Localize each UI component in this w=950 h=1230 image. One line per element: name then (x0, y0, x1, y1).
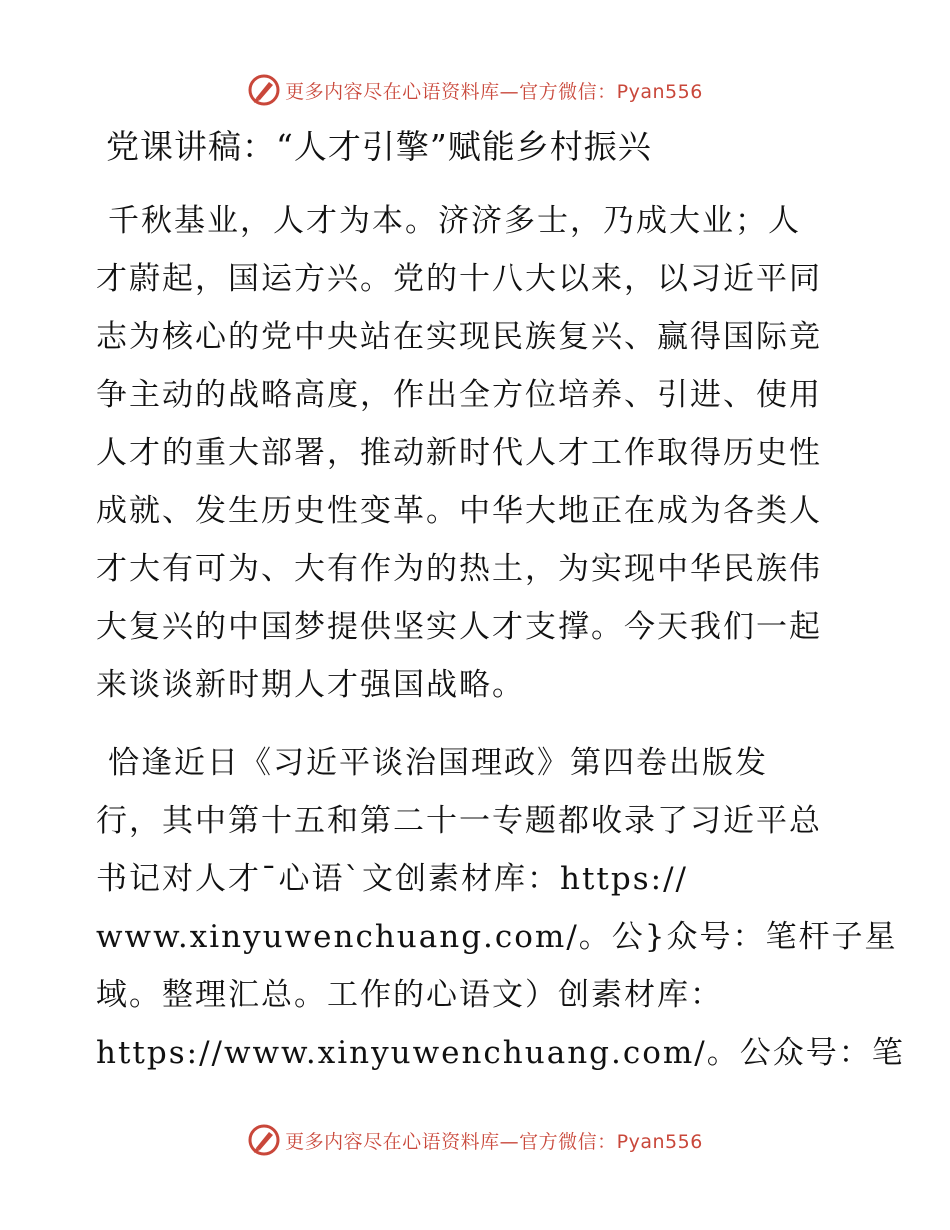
text-line: 才蔚起，国运方兴。党的十八大以来，以习近平同 (96, 261, 822, 297)
text-line: 恰逢近日《习近平谈治国理政》第四卷出版发 (108, 745, 768, 781)
text-line: 域。整理汇总。工作的心语文）创素材库： (96, 977, 723, 1013)
text-line: 大复兴的中国梦提供坚实人才支撑。今天我们一起 (96, 609, 822, 645)
text-line: 来谈谈新时期人才强国战略。 (96, 667, 525, 703)
text-line: 书记对人才¯心语`文创素材库：https:// (96, 861, 688, 897)
paragraph-intro (96, 192, 856, 714)
quill-logo-icon (247, 1123, 281, 1157)
watermark-text: 更多内容尽在心语资料库—官方微信：Pyan556 (285, 80, 703, 103)
header-watermark-banner (0, 70, 950, 110)
text-line: 成就、发生历史性变革。中华大地正在成为各类人 (96, 493, 822, 529)
text-line: 人才的重大部署，推动新时代人才工作取得历史性 (96, 435, 822, 471)
text-line: https://www.xinyuwenchuang.com/。公众号：笔 (96, 1035, 905, 1071)
text-line: 争主动的战略高度，作出全方位培养、引进、使用 (96, 377, 822, 413)
footer-watermark-banner (0, 1120, 950, 1160)
text-line: www.xinyuwenchuang.com/。公}众号：笔杆子星 (96, 919, 898, 955)
text-line: 志为核心的党中央站在实现民族复兴、赢得国际竞 (96, 319, 822, 355)
paragraph-volume-four (96, 734, 905, 1082)
quill-logo-icon (247, 73, 281, 107)
document-title: 党课讲稿：“人才引擎”赋能乡村振兴 (106, 127, 652, 166)
text-line: 才大有可为、大有作为的热土，为实现中华民族伟 (96, 551, 822, 587)
text-line: 千秋基业，人才为本。济济多士，乃成大业；人 (108, 203, 801, 239)
text-line: 行，其中第十五和第二十一专题都收录了习近平总 (96, 803, 822, 839)
watermark-text: 更多内容尽在心语资料库—官方微信：Pyan556 (285, 1130, 703, 1153)
